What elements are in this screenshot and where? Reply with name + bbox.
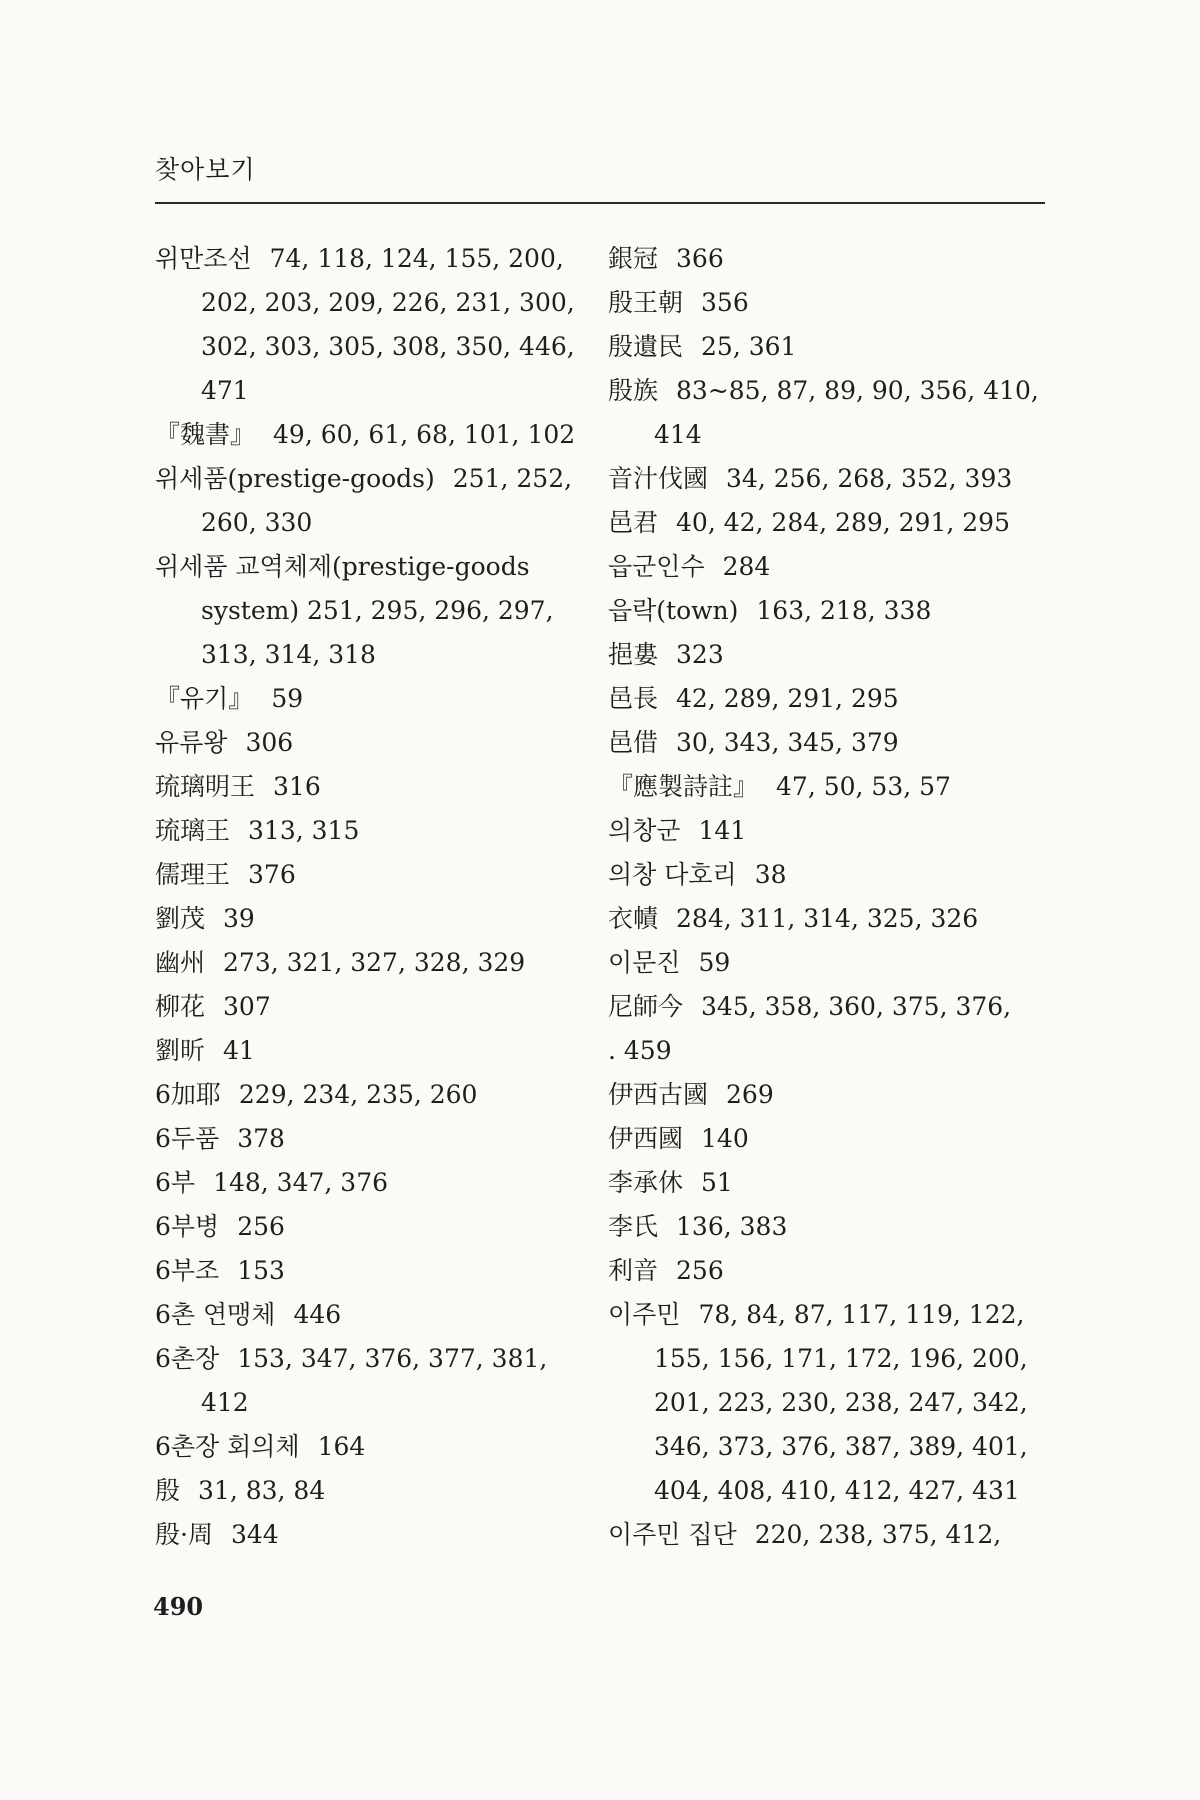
index-page-refs: 323 [676,640,724,669]
index-term: 殷族 [608,376,659,405]
index-entry [608,1249,1048,1293]
index-term: 伊西國 [608,1124,684,1153]
index-entry [155,237,595,281]
index-entry [608,1205,1048,1249]
index-term: 6촌장 [155,1344,220,1373]
index-entry [155,853,595,897]
index-page-refs: 153 [237,1256,285,1285]
index-entry [155,545,595,589]
index-entry [608,633,1048,677]
index-page-refs: 164 [317,1432,366,1461]
index-term: 邑君 [608,508,659,537]
index-entry [608,1293,1048,1337]
index-entry [608,1117,1048,1161]
index-entry-continuation [155,369,595,413]
index-page-refs: 256 [237,1212,285,1241]
index-entry-continuation [155,633,595,677]
index-entry [608,369,1048,413]
index-term: 의창 다호리 [608,860,737,889]
index-term: 幽州 [155,948,206,977]
index-term: 琉璃明王 [155,772,256,801]
index-page-refs: 153, 347, 376, 377, 381, [237,1344,548,1373]
index-entry [155,721,595,765]
index-term: 殷 [155,1476,181,1505]
index-page-refs: 34, 256, 268, 352, 393 [726,464,1013,493]
index-entry [608,765,1048,809]
index-page-refs: 284, 311, 314, 325, 326 [676,904,979,933]
index-term: 6두품 [155,1124,220,1153]
index-page-refs: 313, 315 [248,816,360,845]
index-term: 6부 [155,1168,196,1197]
index-term: 尼師今 [608,992,684,1021]
index-page-refs: 229, 234, 235, 260 [238,1080,478,1109]
index-page-refs: 39 [223,904,255,933]
index-page-refs: 366 [676,244,724,273]
index-entry [608,721,1048,765]
index-term: 6부병 [155,1212,220,1241]
index-entry [608,237,1048,281]
index-page-refs: 59 [698,948,731,977]
index-page-refs: 284 [722,552,771,581]
index-term: 殷王朝 [608,288,684,317]
index-entry [155,1249,595,1293]
index-entry [155,1337,595,1381]
index-term: 儒理王 [155,860,231,889]
index-term: 劉茂 [155,904,206,933]
index-term: 殷遺民 [608,332,684,361]
index-entry-continuation [608,1337,1048,1381]
index-term: 衣幘 [608,904,659,933]
index-page-refs: 273, 321, 327, 328, 329 [223,948,526,977]
index-page-refs: 307 [223,992,271,1021]
index-page-refs: 42, 289, 291, 295 [676,684,899,713]
index-entry-continuation [155,281,595,325]
index-term: 劉昕 [155,1036,206,1065]
index-entry [608,325,1048,369]
index-page-refs: 155, 156, 171, 172, 196, 200, [654,1344,1028,1373]
page-number: 490 [153,1592,204,1621]
index-entry [608,1073,1048,1117]
index-page-refs: 74, 118, 124, 155, 200, [269,244,564,273]
index-column-left [155,237,595,1557]
index-term: 유류왕 [155,728,228,757]
index-page-refs: 404, 408, 410, 412, 427, 431 [654,1476,1020,1505]
index-page-refs: 30, 343, 345, 379 [676,728,899,757]
index-page-refs: 446 [293,1300,342,1329]
index-entry [608,1161,1048,1205]
index-term: 李承休 [608,1168,684,1197]
index-entry [155,1469,595,1513]
index-term: 읍군인수 [608,552,705,581]
index-entry [155,457,595,501]
index-page-refs: 136, 383 [676,1212,788,1241]
index-term: 위세품 교역체제(prestige-goods [155,552,530,581]
index-term: 위만조선 [155,244,252,273]
index-term: 6加耶 [155,1080,221,1109]
index-entry-continuation [608,1029,1048,1073]
index-term: 銀冠 [608,244,659,273]
page-header-title: 찾아보기 [155,155,256,184]
index-entry [155,413,595,457]
index-page-refs: 316 [273,772,321,801]
index-page-refs: 256 [676,1256,724,1285]
index-term: 위세품(prestige-goods) [155,464,435,493]
index-page-refs: 201, 223, 230, 238, 247, 342, [654,1388,1028,1417]
index-page-refs: 25, 361 [701,332,797,361]
index-term: 琉璃王 [155,816,231,845]
index-entry [608,853,1048,897]
index-entry [155,1205,595,1249]
index-page-refs: 302, 303, 305, 308, 350, 446, [201,332,575,361]
index-entry [155,1161,595,1205]
index-page-refs: 202, 203, 209, 226, 231, 300, [201,288,575,317]
index-entry [155,677,595,721]
index-page-refs: 40, 42, 284, 289, 291, 295 [676,508,1010,537]
index-entry [155,897,595,941]
index-entry [155,765,595,809]
index-term: 읍락(town) [608,596,739,625]
index-entry [155,985,595,1029]
index-entry [608,809,1048,853]
index-entry [155,809,595,853]
index-entry [608,545,1048,589]
index-page-refs: 260, 330 [201,508,313,537]
index-page-refs: system) 251, 295, 296, 297, [201,596,554,625]
index-page-refs: 412 [201,1388,249,1417]
index-term: 『魏書』 [155,420,256,449]
index-term: 利音 [608,1256,659,1285]
index-term: 이문진 [608,948,681,977]
index-entry [155,941,595,985]
index-column-right [608,237,1048,1557]
index-page-refs: 346, 373, 376, 387, 389, 401, [654,1432,1028,1461]
index-page-refs: 269 [726,1080,774,1109]
index-page-refs: 251, 252, [452,464,573,493]
index-entry-continuation [155,589,595,633]
index-page-refs: 83~85, 87, 89, 90, 356, 410, [676,376,1039,405]
index-entry-continuation [608,1469,1048,1513]
index-term: 邑借 [608,728,659,757]
index-term: 『應製詩註』 [608,772,759,801]
index-page-refs: . 459 [608,1036,672,1065]
index-page-refs: 38 [754,860,787,889]
index-page-refs: 378 [237,1124,285,1153]
index-entry [155,1073,595,1117]
index-term: 殷·周 [155,1520,213,1549]
index-page-refs: 306 [245,728,294,757]
index-entry-continuation [608,413,1048,457]
index-entry-continuation [155,501,595,545]
index-page-refs: 376 [248,860,296,889]
index-entry [155,1029,595,1073]
index-entry [608,941,1048,985]
index-page-refs: 163, 218, 338 [756,596,932,625]
index-page-refs: 140 [701,1124,749,1153]
index-term: 이주민 [608,1300,681,1329]
index-entry-continuation [608,1425,1048,1469]
index-page-refs: 344 [230,1520,279,1549]
index-page-refs: 356 [701,288,749,317]
index-entry [608,457,1048,501]
header-rule [155,202,1045,204]
index-term: 邑長 [608,684,659,713]
index-entry [608,281,1048,325]
index-term: 이주민 집단 [608,1520,737,1549]
index-entry-continuation [155,325,595,369]
index-page-refs: 78, 84, 87, 117, 119, 122, [698,1300,1025,1329]
index-page-refs: 471 [201,376,249,405]
index-term: 의창군 [608,816,681,845]
index-term: 6촌 연맹체 [155,1300,276,1329]
index-term: 挹婁 [608,640,659,669]
index-page-refs: 49, 60, 61, 68, 101, 102 [273,420,576,449]
index-page-refs: 345, 358, 360, 375, 376, [701,992,1012,1021]
index-entry [155,1513,595,1557]
index-page-refs: 47, 50, 53, 57 [776,772,951,801]
index-page-refs: 220, 238, 375, 412, [754,1520,1002,1549]
index-entry [155,1117,595,1161]
index-page-refs: 141 [698,816,747,845]
index-page-refs: 148, 347, 376 [213,1168,389,1197]
index-page-refs: 59 [271,684,304,713]
index-page-refs: 41 [223,1036,255,1065]
index-entry [608,1513,1048,1557]
index-entry-continuation [608,1381,1048,1425]
index-term: 6부조 [155,1256,220,1285]
index-page-refs: 51 [701,1168,733,1197]
index-term: 音汁伐國 [608,464,709,493]
index-page-refs: 31, 83, 84 [198,1476,326,1505]
index-entry [608,589,1048,633]
index-term: 伊西古國 [608,1080,709,1109]
index-term: 6촌장 회의체 [155,1432,300,1461]
index-entry [155,1425,595,1469]
index-page-refs: 414 [654,420,702,449]
index-term: 李氏 [608,1212,659,1241]
index-entry [608,897,1048,941]
index-page-refs: 313, 314, 318 [201,640,376,669]
index-entry [608,501,1048,545]
index-entry-continuation [155,1381,595,1425]
index-term: 『유기』 [155,684,254,713]
index-entry [608,985,1048,1029]
index-entry [608,677,1048,721]
index-term: 柳花 [155,992,206,1021]
index-entry [155,1293,595,1337]
